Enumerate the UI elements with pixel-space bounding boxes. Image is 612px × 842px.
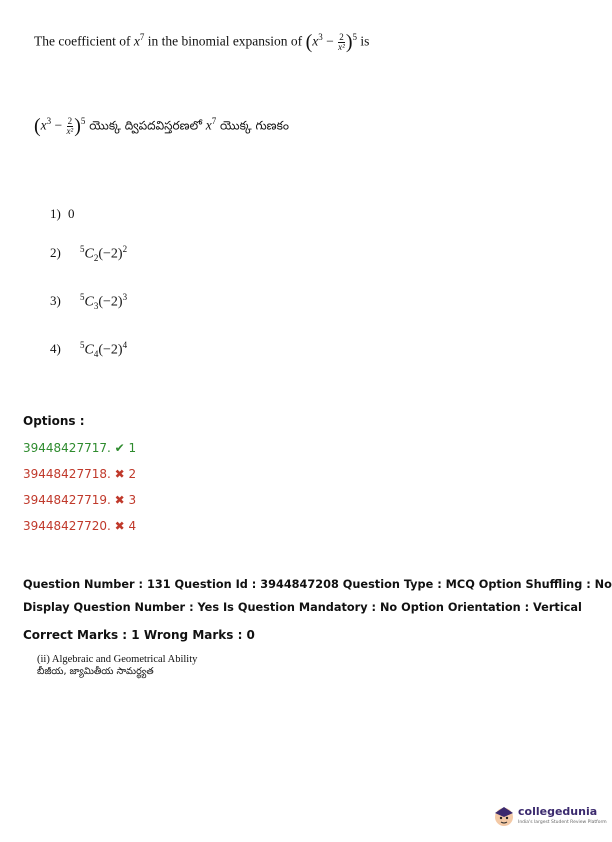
choice-c: C xyxy=(84,246,94,262)
option-id: 39448427720. xyxy=(23,519,111,533)
choice-3 xyxy=(50,292,127,311)
question-power: 7 xyxy=(139,32,145,43)
expr-minus: − xyxy=(322,33,338,49)
section-english: (ii) Algebraic and Geometrical Ability xyxy=(37,654,198,665)
choice-prefix: 5 xyxy=(80,292,85,302)
option-label: 1 xyxy=(128,441,137,455)
telugu-text: యొక్క ద్విపదవిస్తరణలో xyxy=(85,118,206,133)
cross-icon: ✖ xyxy=(114,467,125,481)
option-label: 3 xyxy=(128,493,137,507)
options-heading: Options : xyxy=(23,414,85,428)
collegedunia-logo xyxy=(492,803,607,833)
choice-number: 1) xyxy=(50,206,61,221)
option-row-2 xyxy=(23,467,136,481)
choice-text: 0 xyxy=(68,206,75,221)
choice-number: 3) xyxy=(50,293,61,309)
option-row-3 xyxy=(23,493,136,507)
choice-4 xyxy=(50,340,127,359)
expr-fraction xyxy=(338,33,345,52)
expr-base-te: x xyxy=(40,117,47,133)
question-mid: in the binomial expansion of xyxy=(144,33,306,49)
outer-power-te: 5 xyxy=(80,116,86,127)
choice-power: 3 xyxy=(122,292,128,302)
meta-line-1: Question Number : 131 Question Id : 3944847208 Question Type : MCQ Option Shuffling : No xyxy=(23,578,612,591)
choice-power: 2 xyxy=(122,244,128,254)
meta-line-3: Correct Marks : 1 Wrong Marks : 0 xyxy=(23,628,255,642)
telugu-suffix: యొక్క గుణకం xyxy=(216,118,289,133)
question-prefix: The coefficient of xyxy=(34,33,134,49)
expr-pow3: 3 xyxy=(318,32,323,43)
question-suffix: is xyxy=(356,33,370,49)
expr-base: x xyxy=(312,33,319,49)
choice-rest: (−2) xyxy=(98,246,123,262)
question-var: x xyxy=(133,33,140,49)
choice-rest: (−2) xyxy=(98,294,123,310)
cross-icon: ✖ xyxy=(114,519,125,533)
expr-fraction-te xyxy=(67,117,74,136)
choice-prefix: 5 xyxy=(80,340,85,350)
brand-name: collegedunia xyxy=(518,805,598,818)
choice-1 xyxy=(50,206,75,222)
brand-tagline: India's largest Student Review Platform xyxy=(518,820,607,825)
choice-prefix: 5 xyxy=(80,244,85,254)
outer-power: 5 xyxy=(352,32,357,43)
choice-sub: 2 xyxy=(93,252,99,263)
mascot-icon xyxy=(492,803,516,831)
telugu-power: 7 xyxy=(211,116,217,127)
choice-number: 2) xyxy=(50,245,61,261)
expr-pow3-te: 3 xyxy=(46,116,52,127)
question-english: The coefficient of $x^7$ in the binomial expansion of ($x^3$ − $\frac{2}{\text{x²}}$ )$^5$ is xyxy=(34,31,370,53)
frac-denominator-te: x² xyxy=(66,126,74,136)
option-id: 39448427718. xyxy=(23,467,111,481)
frac-numerator-te: 2 xyxy=(67,116,73,126)
choice-c: C xyxy=(84,342,94,358)
question-telugu: ($x^3$ − $\frac{2}{\text{x²}}$ )$^5$ యొక్క ద్విపదవిస్తరణలో $x^7$ యొక్క గుణకం xyxy=(34,115,289,137)
option-id: 39448427717. xyxy=(23,441,111,455)
choice-sub: 3 xyxy=(93,300,99,311)
choice-sub: 4 xyxy=(93,348,99,359)
expr-minus-te: − xyxy=(51,117,66,133)
frac-numerator: 2 xyxy=(339,32,344,42)
choice-2 xyxy=(50,244,127,263)
check-icon: ✔ xyxy=(114,441,125,455)
choice-c: C xyxy=(84,294,94,310)
option-label: 2 xyxy=(128,467,137,481)
option-row-4 xyxy=(23,519,136,533)
cross-icon: ✖ xyxy=(114,493,125,507)
section-label xyxy=(37,654,197,678)
section-telugu: బీజీయ, జ్యామితీయ సామర్థ్యత xyxy=(37,666,154,677)
option-id: 39448427719. xyxy=(23,493,111,507)
telugu-var: x xyxy=(205,117,212,133)
meta-line-2: Display Question Number : Yes Is Question Mandatory : No Option Orientation : Vertical xyxy=(23,601,582,614)
choice-number: 4) xyxy=(50,341,61,357)
option-row-1 xyxy=(23,441,136,455)
choice-rest: (−2) xyxy=(98,342,123,358)
frac-denominator: x² xyxy=(338,42,345,52)
choice-power: 4 xyxy=(122,340,128,350)
option-label: 4 xyxy=(128,519,137,533)
